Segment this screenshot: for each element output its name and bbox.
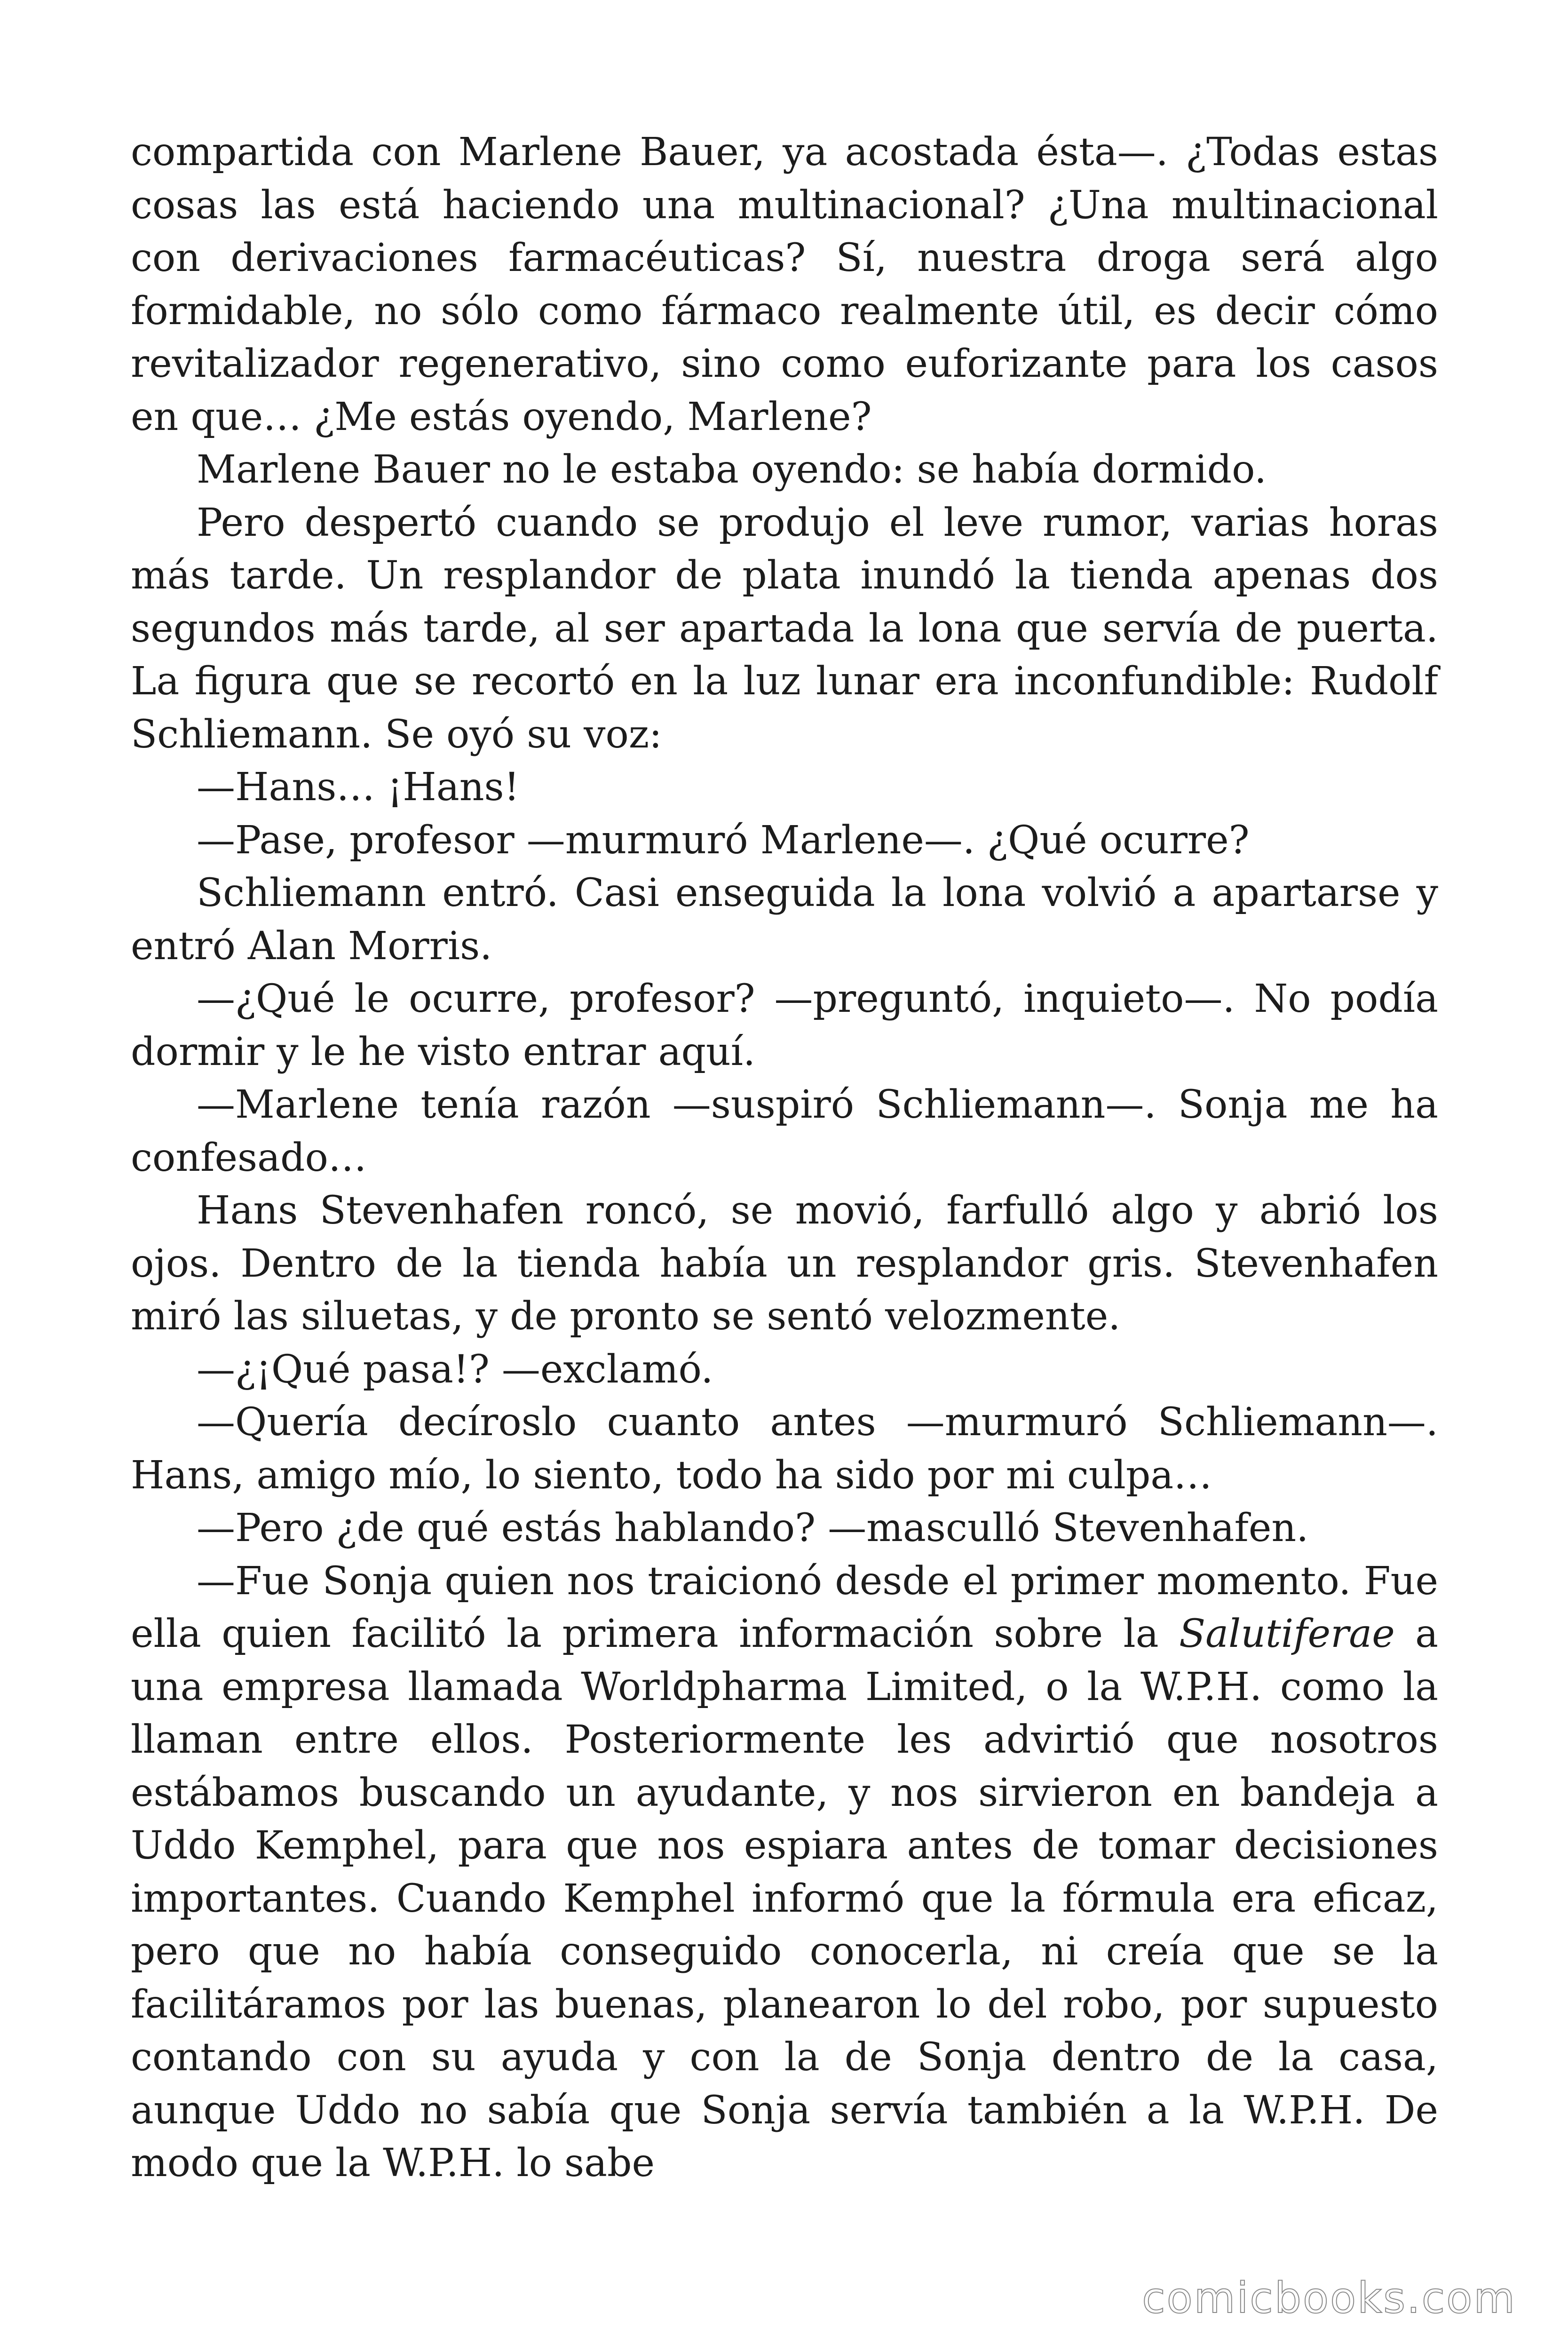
paragraph: compartida con Marlene Bauer, ya acostada ésta—. ¿Todas estas cosas las está haciendo una multinacional? ¿Una multinacional con derivaciones farmacéuticas? Sí, nuestra droga será algo formidable, no sólo como fármaco realmente útil, es decir cómo revitalizador regenerativo, sino como euforizante para los casos en que… ¿Me estás oyendo, Marlene? — [131, 130, 1438, 439]
dialogue-line — [131, 1555, 1438, 2190]
dialogue-line: —Hans… ¡Hans! — [197, 765, 520, 810]
dialogue-line: —Pase, profesor —murmuró Marlene—. ¿Qué ocurre? — [197, 818, 1250, 863]
italic-term: Salutiferae — [1179, 1612, 1395, 1656]
paragraph: Pero despertó cuando se produjo el leve rumor, varias horas más tarde. Un resplandor de plata inundó la tienda apenas dos segundos más tarde, al ser apartada la lona que servía de puerta. La figura que se recortó en la luz lunar era inconfundible: Rudolf Schliemann. Se oyó su voz: — [131, 500, 1438, 757]
text-segment: —Fue Sonja quien nos traicionó desde el primer momento. Fue ella quien facilitó la primera información sobre la — [131, 1558, 1438, 1656]
watermark-logo: comicbooks.com — [1142, 2273, 1516, 2323]
dialogue-line: —¿Qué le ocurre, profesor? —preguntó, inquieto—. No podía dormir y le he visto entrar aquí. — [131, 977, 1438, 1074]
dialogue-line: —Pero ¿de qué estás hablando? —masculló Stevenhafen. — [197, 1506, 1309, 1550]
paragraph: Marlene Bauer no le estaba oyendo: se había dormido. — [197, 447, 1267, 492]
dialogue-line: —¿¡Qué pasa!? —exclamó. — [197, 1347, 713, 1392]
dialogue-line: —Quería decíroslo cuanto antes —murmuró Schliemann—. Hans, amigo mío, lo siento, todo ha sido por mi culpa… — [131, 1400, 1438, 1498]
paragraph: Schliemann entró. Casi enseguida la lona volvió a apartarse y entró Alan Morris. — [131, 871, 1438, 969]
dialogue-line: —Marlene tenía razón —suspiró Schliemann—. Sonja me ha confesado… — [131, 1082, 1438, 1180]
paragraph: Hans Stevenhafen roncó, se movió, farfulló algo y abrió los ojos. Dentro de la tienda había un resplandor gris. Stevenhafen miró las siluetas, y de pronto se sentó velozmente. — [131, 1188, 1438, 1339]
text-segment: a una empresa llamada Worldpharma Limited, o la W.P.H. como la llaman entre ellos. Posteriormente les advirtió que nosotros estábamos buscando un ayudante, y nos sirvieron en bandeja a Uddo Kemphel, para que nos espiara antes de tomar decisiones importantes. Cuando Kemphel informó que la fórmula era eficaz, pero que no había conseguido conocerla, ni creía que se la facilitáramos por las buenas, planearon lo del robo, por supuesto contando con su ayuda y con la de Sonja dentro de la casa, aunque Uddo no sabía que Sonja servía también a la W.P.H. De modo que la W.P.H. lo sabe — [131, 1612, 1438, 2185]
page-body — [131, 126, 1438, 2190]
